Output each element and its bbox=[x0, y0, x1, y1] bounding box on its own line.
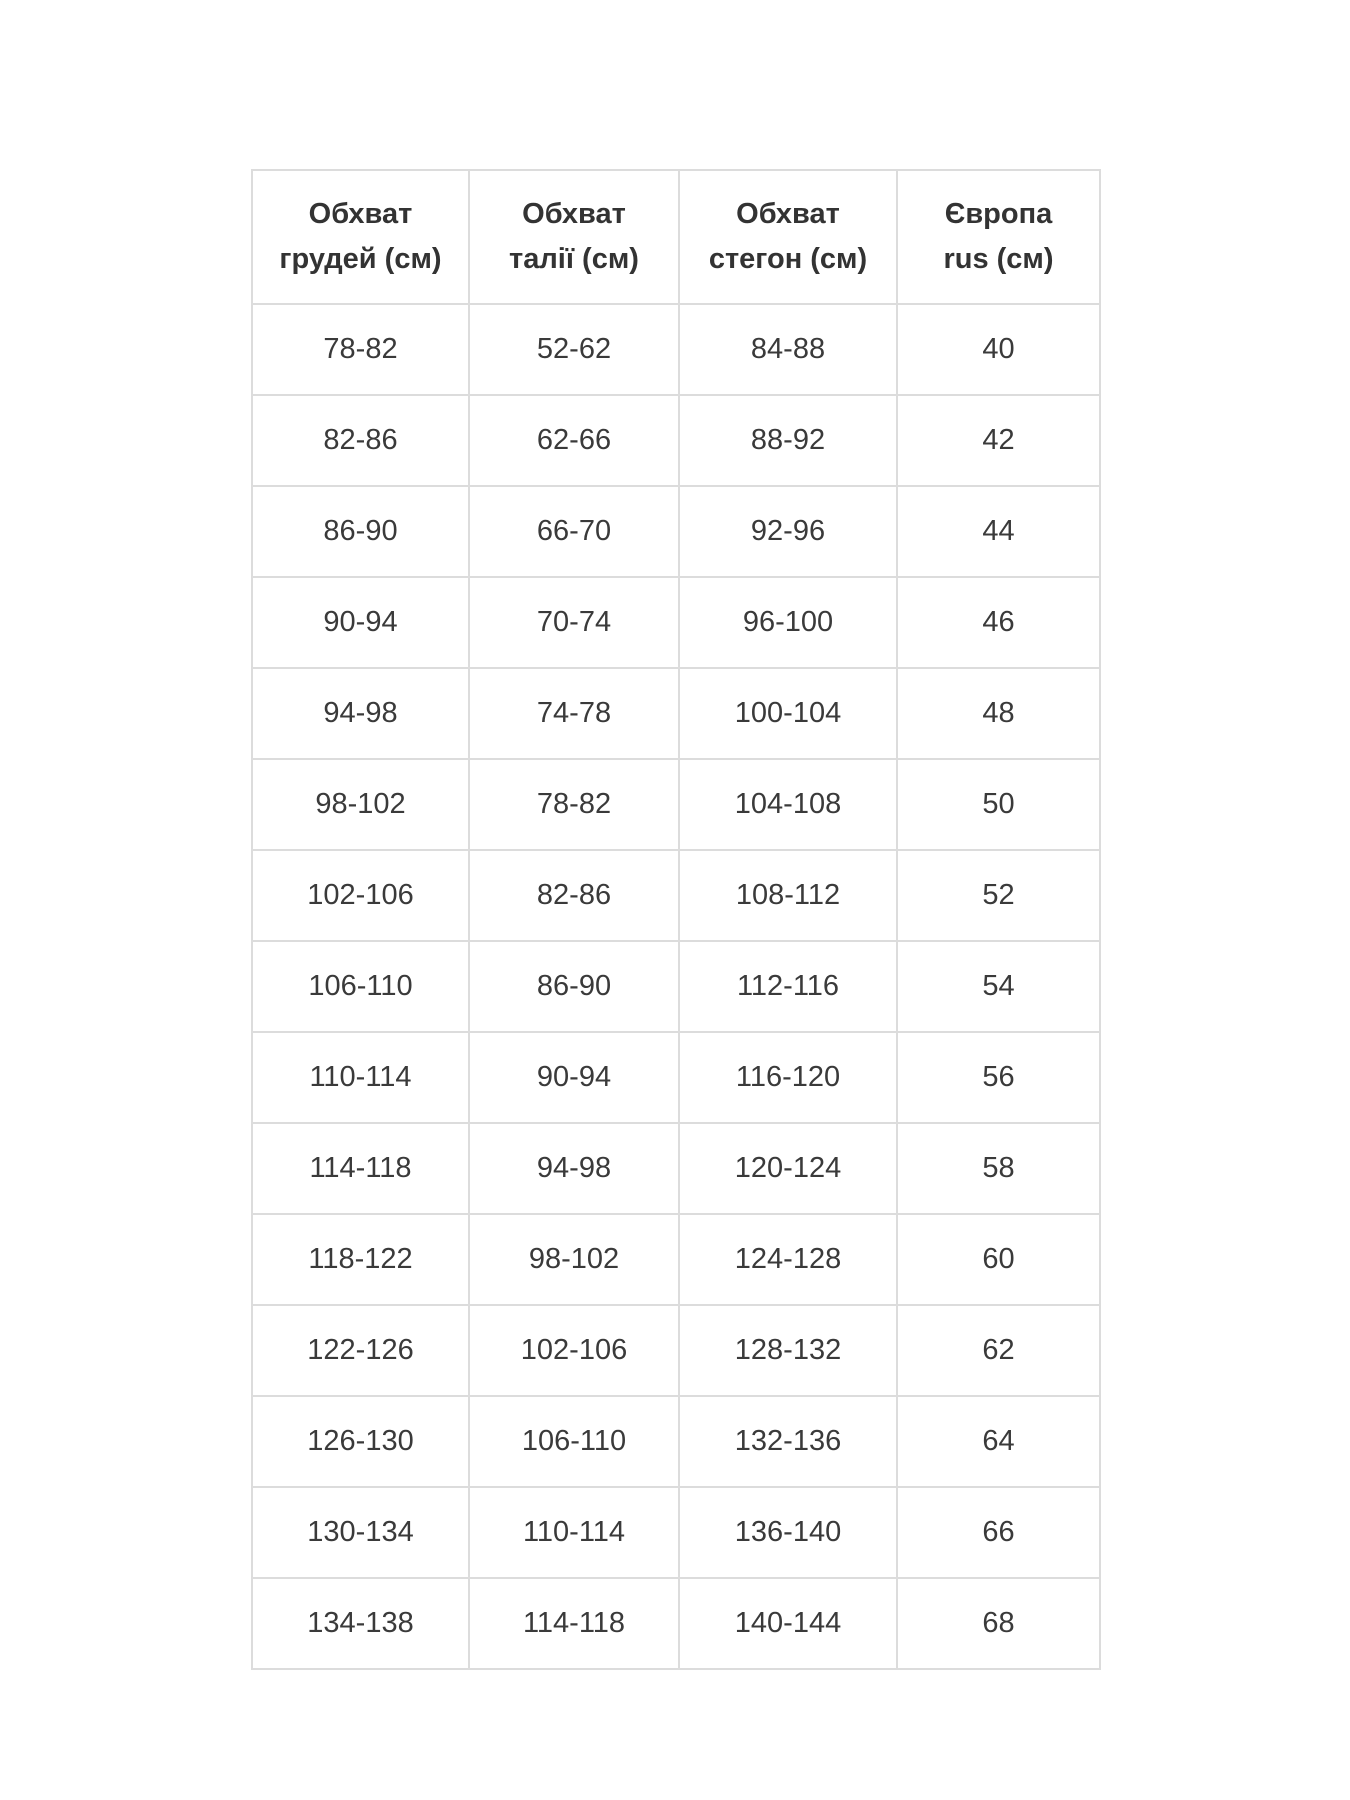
cell-hips: 116-120 bbox=[679, 1032, 897, 1123]
cell-hips: 108-112 bbox=[679, 850, 897, 941]
cell-waist: 86-90 bbox=[469, 941, 679, 1032]
cell-europe: 54 bbox=[897, 941, 1100, 1032]
cell-europe: 58 bbox=[897, 1123, 1100, 1214]
cell-chest: 122-126 bbox=[252, 1305, 469, 1396]
cell-chest: 102-106 bbox=[252, 850, 469, 941]
header-waist bbox=[469, 170, 679, 304]
cell-europe: 64 bbox=[897, 1396, 1100, 1487]
header-waist-line2: талії (см) bbox=[509, 243, 639, 275]
table-row bbox=[252, 304, 1100, 395]
cell-waist: 70-74 bbox=[469, 577, 679, 668]
header-hips bbox=[679, 170, 897, 304]
cell-chest: 134-138 bbox=[252, 1578, 469, 1669]
cell-waist: 102-106 bbox=[469, 1305, 679, 1396]
cell-hips: 140-144 bbox=[679, 1578, 897, 1669]
cell-europe: 42 bbox=[897, 395, 1100, 486]
cell-europe: 44 bbox=[897, 486, 1100, 577]
cell-europe: 62 bbox=[897, 1305, 1100, 1396]
cell-waist: 94-98 bbox=[469, 1123, 679, 1214]
size-table-body bbox=[252, 304, 1100, 1669]
header-chest-line2: грудей (см) bbox=[279, 243, 442, 275]
cell-europe: 52 bbox=[897, 850, 1100, 941]
cell-waist: 98-102 bbox=[469, 1214, 679, 1305]
cell-chest: 94-98 bbox=[252, 668, 469, 759]
cell-hips: 96-100 bbox=[679, 577, 897, 668]
cell-hips: 92-96 bbox=[679, 486, 897, 577]
cell-chest: 126-130 bbox=[252, 1396, 469, 1487]
cell-chest: 110-114 bbox=[252, 1032, 469, 1123]
header-chest-line1: Обхват bbox=[308, 198, 413, 230]
cell-waist: 66-70 bbox=[469, 486, 679, 577]
header-europe-size bbox=[897, 170, 1100, 304]
cell-hips: 128-132 bbox=[679, 1305, 897, 1396]
cell-europe: 56 bbox=[897, 1032, 1100, 1123]
cell-waist: 110-114 bbox=[469, 1487, 679, 1578]
header-hips-line1: Обхват bbox=[736, 198, 840, 230]
table-row bbox=[252, 668, 1100, 759]
cell-chest: 86-90 bbox=[252, 486, 469, 577]
size-chart-table bbox=[251, 169, 1101, 1670]
header-hips-line2: стегон (см) bbox=[708, 243, 868, 275]
cell-chest: 90-94 bbox=[252, 577, 469, 668]
header-europe-size-line2: rus (см) bbox=[943, 243, 1054, 275]
table-row bbox=[252, 941, 1100, 1032]
cell-waist: 82-86 bbox=[469, 850, 679, 941]
cell-europe: 50 bbox=[897, 759, 1100, 850]
header-europe-size-line1: Європа bbox=[944, 198, 1053, 230]
table-row bbox=[252, 850, 1100, 941]
table-row bbox=[252, 1396, 1100, 1487]
table-row bbox=[252, 1305, 1100, 1396]
cell-waist: 62-66 bbox=[469, 395, 679, 486]
cell-europe: 46 bbox=[897, 577, 1100, 668]
cell-waist: 106-110 bbox=[469, 1396, 679, 1487]
cell-hips: 84-88 bbox=[679, 304, 897, 395]
table-row bbox=[252, 1578, 1100, 1669]
cell-waist: 78-82 bbox=[469, 759, 679, 850]
cell-hips: 124-128 bbox=[679, 1214, 897, 1305]
table-row bbox=[252, 759, 1100, 850]
table-row bbox=[252, 1123, 1100, 1214]
cell-hips: 136-140 bbox=[679, 1487, 897, 1578]
header-chest bbox=[252, 170, 469, 304]
cell-hips: 132-136 bbox=[679, 1396, 897, 1487]
cell-hips: 112-116 bbox=[679, 941, 897, 1032]
cell-europe: 66 bbox=[897, 1487, 1100, 1578]
table-row bbox=[252, 1487, 1100, 1578]
cell-waist: 114-118 bbox=[469, 1578, 679, 1669]
cell-hips: 120-124 bbox=[679, 1123, 897, 1214]
cell-hips: 104-108 bbox=[679, 759, 897, 850]
cell-chest: 78-82 bbox=[252, 304, 469, 395]
header-row bbox=[252, 170, 1100, 304]
table-row bbox=[252, 1032, 1100, 1123]
table-row bbox=[252, 486, 1100, 577]
cell-chest: 82-86 bbox=[252, 395, 469, 486]
cell-europe: 60 bbox=[897, 1214, 1100, 1305]
cell-hips: 100-104 bbox=[679, 668, 897, 759]
cell-hips: 88-92 bbox=[679, 395, 897, 486]
table-row bbox=[252, 395, 1100, 486]
cell-europe: 48 bbox=[897, 668, 1100, 759]
header-waist-line1: Обхват bbox=[522, 198, 626, 230]
cell-chest: 106-110 bbox=[252, 941, 469, 1032]
size-chart bbox=[251, 169, 1099, 1670]
cell-europe: 40 bbox=[897, 304, 1100, 395]
cell-waist: 90-94 bbox=[469, 1032, 679, 1123]
cell-chest: 130-134 bbox=[252, 1487, 469, 1578]
cell-chest: 114-118 bbox=[252, 1123, 469, 1214]
cell-chest: 118-122 bbox=[252, 1214, 469, 1305]
table-row bbox=[252, 1214, 1100, 1305]
cell-waist: 74-78 bbox=[469, 668, 679, 759]
cell-chest: 98-102 bbox=[252, 759, 469, 850]
cell-waist: 52-62 bbox=[469, 304, 679, 395]
cell-europe: 68 bbox=[897, 1578, 1100, 1669]
table-row bbox=[252, 577, 1100, 668]
